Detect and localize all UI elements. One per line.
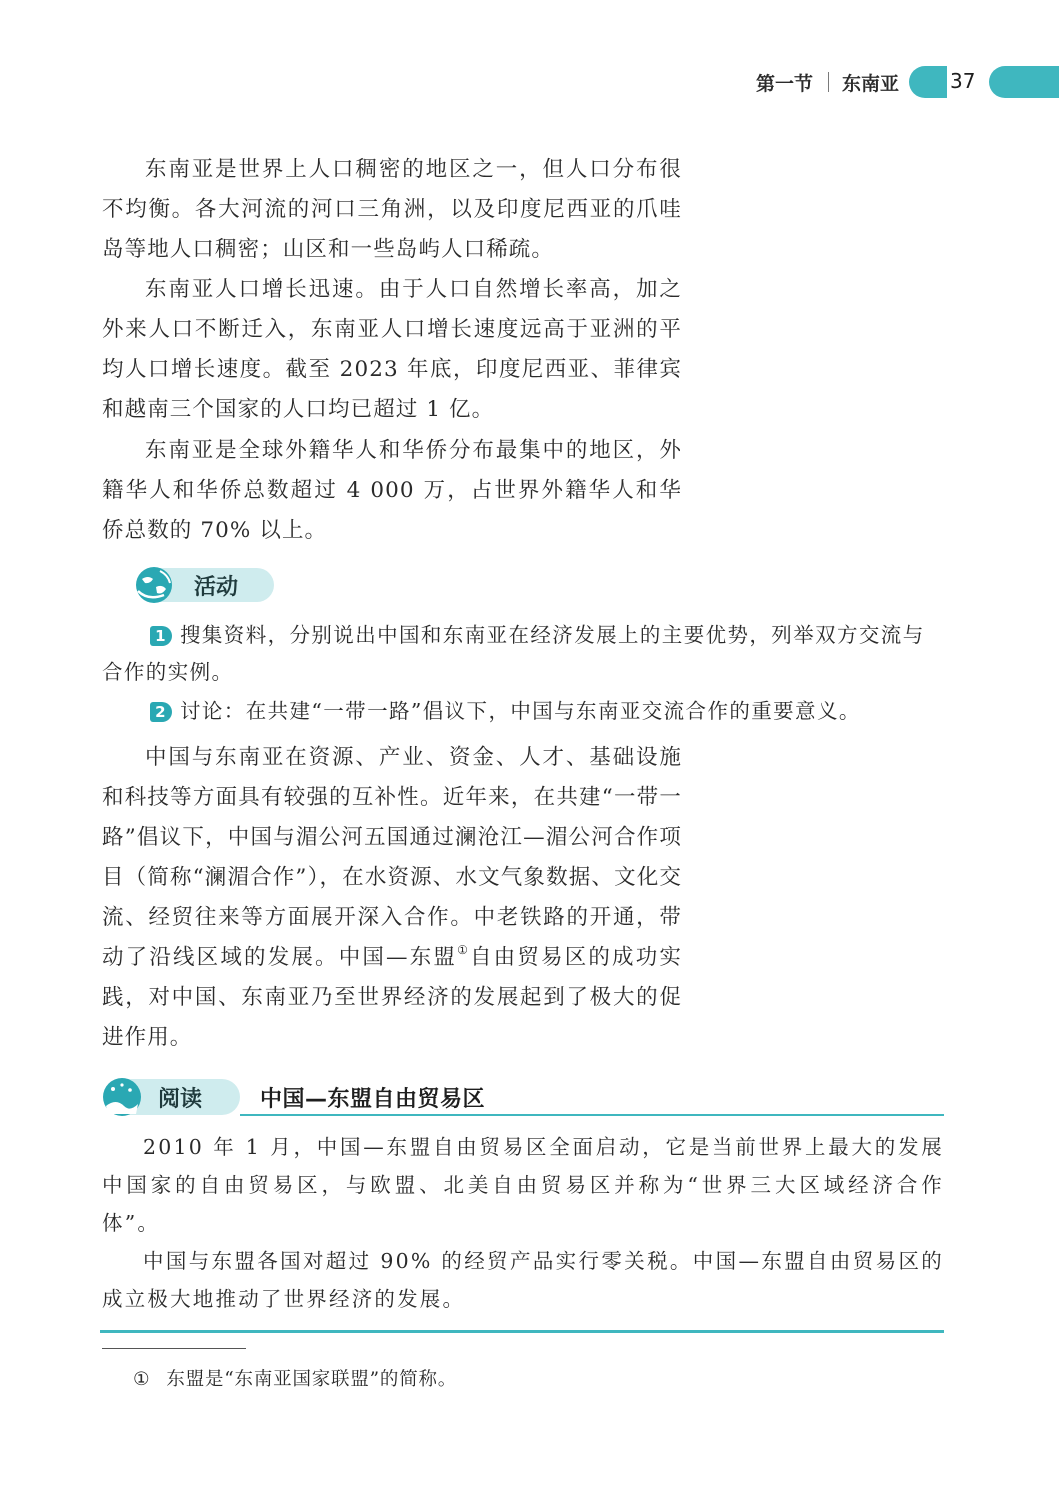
activity-title: 活动 bbox=[194, 575, 239, 600]
reading-bottom-rule bbox=[100, 1330, 944, 1333]
footnote-reference[interactable]: ① bbox=[457, 943, 471, 957]
paragraph-1: 东南亚是世界上人口稠密的地区之一，但人口分布很不均衡。各大河流的河口三角洲，以及印度尼西亚的爪哇岛等地人口稠密；山区和一些岛屿人口稀疏。 bbox=[102, 157, 682, 262]
activity-item-1 bbox=[102, 617, 944, 691]
page-header bbox=[0, 63, 1059, 101]
reading-paragraph-2: 中国与东盟各国对超过 90% 的经贸产品实行零关税。中国—东盟自由贸易区的成立极大地推动了世界经济的发展。 bbox=[102, 1249, 944, 1311]
footnote-divider bbox=[102, 1348, 246, 1349]
number-badge: 1 bbox=[150, 626, 172, 646]
header-bar-decoration bbox=[989, 66, 1059, 98]
header-divider bbox=[828, 72, 829, 92]
activity-item-text: 搜集资料，分别说出中国和东南亚在经济发展上的主要优势，列举双方交流与合作的实例。 bbox=[102, 623, 925, 684]
footnote bbox=[133, 1365, 457, 1391]
reading-label: 阅读 bbox=[158, 1087, 203, 1112]
activity-header bbox=[134, 565, 274, 605]
activity-item-text: 讨论：在共建“一带一路”倡议下，中国与东南亚交流合作的重要意义。 bbox=[180, 699, 861, 723]
globe-icon bbox=[134, 565, 174, 605]
page-number: 37 bbox=[950, 69, 976, 93]
paragraph-4 bbox=[102, 738, 682, 1058]
reading-header bbox=[100, 1076, 944, 1118]
chapter-title: 东南亚 bbox=[841, 73, 899, 95]
paragraph-3: 东南亚是全球外籍华人和华侨分布最集中的地区，外籍华人和华侨总数超过 4 000 万，占世界外籍华人和华侨总数的 70% 以上。 bbox=[102, 438, 682, 543]
reading-title-underline bbox=[240, 1114, 944, 1116]
header-tab-decoration bbox=[909, 66, 947, 98]
reading-paragraph-1: 2010 年 1 月，中国—东盟自由贸易区全面启动，它是当前世界上最大的发展中国家的自由贸易区，与欧盟、北美自由贸易区并称为“世界三大区域经济合作体”。 bbox=[102, 1135, 944, 1235]
paragraph-2: 东南亚人口增长迅速。由于人口自然增长率高，加之外来人口不断迁入，东南亚人口增长速度远高于亚洲的平均人口增长速度。截至 2023 年底，印度尼西亚、菲律宾和越南三个国家的人口均已超过 1 亿。 bbox=[102, 277, 682, 422]
number-badge: 2 bbox=[150, 702, 172, 722]
paragraph-4-text-continued: 自由贸易区的成功实践，对中国、东南亚乃至世界经济的发展起到了极大的促进作用。 bbox=[102, 945, 682, 1050]
section-title: 第一节 bbox=[755, 73, 813, 95]
footnote-mark: ① bbox=[133, 1369, 151, 1390]
footnote-text: 东盟是“东南亚国家联盟”的简称。 bbox=[166, 1369, 458, 1390]
activity-item-2 bbox=[102, 693, 944, 730]
reading-title: 中国—东盟自由贸易区 bbox=[260, 1087, 486, 1112]
paragraph-4-text: 中国与东南亚在资源、产业、资金、人才、基础设施和科技等方面具有较强的互补性。近年来，在共建“一带一路”倡议下，中国与湄公河五国通过澜沧江—湄公河合作项目（简称“澜湄合作”），在水资源、水文气象数据、文化交流、经贸往来等方面展开深入合作。中老铁路的开通，带动了沿线区域的发展。中国—东盟 bbox=[102, 745, 682, 970]
reading-icon bbox=[100, 1076, 144, 1118]
